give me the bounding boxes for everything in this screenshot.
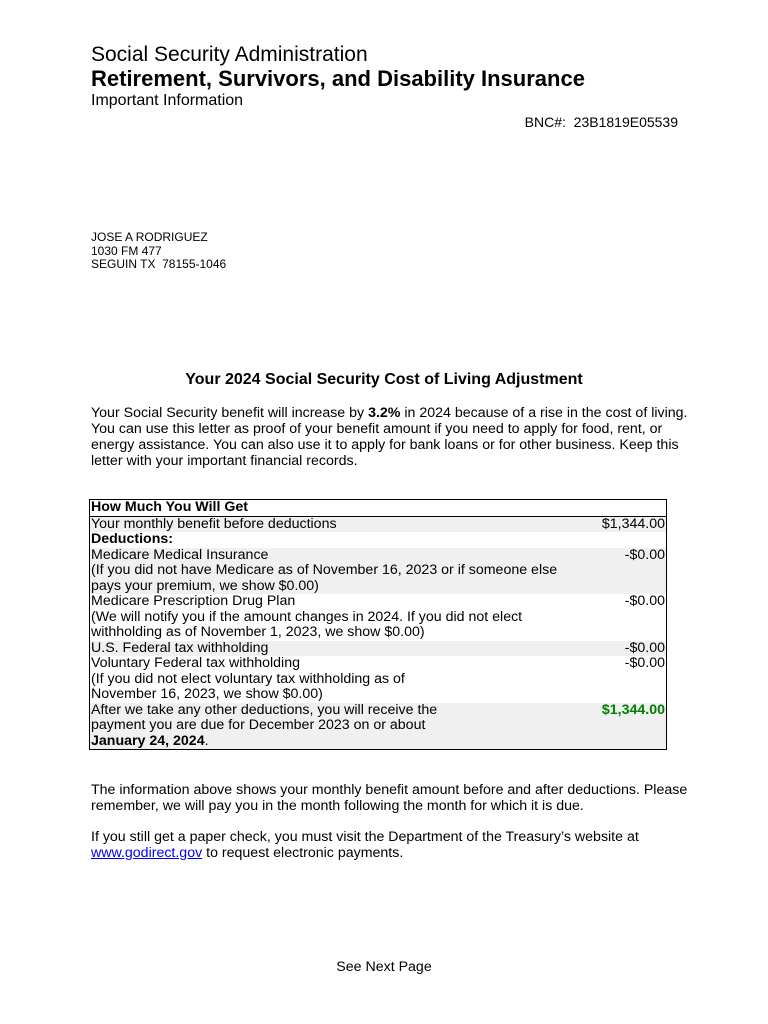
letter-heading: Your 2024 Social Security Cost of Living Adjustment [185,371,583,388]
address-city: SEGUIN TX 78155-1046 [91,257,227,271]
drug-plan-cell [90,594,575,641]
medicare-amount: -$0.00 [574,548,667,595]
table-title: How Much You Will Get [90,500,667,517]
table-row-deductions [90,532,667,548]
final-payment-cell [90,703,575,750]
table-row-medicare [90,548,667,595]
payment-date: January 24, 2024 [91,732,205,749]
mailing-address [91,231,226,272]
federal-tax-label: U.S. Federal tax withholding [90,641,575,657]
final-payment-amount: $1,344.00 [574,703,667,750]
federal-tax-amount: -$0.00 [574,641,667,657]
increase-percent: 3.2% [368,405,401,421]
table-row-federal-tax [90,641,667,657]
info-paragraph-1: The information above shows your monthly benefit amount before and after deductions. Please remember, we will pay you in the month following the month for which it is due. [91,782,688,814]
payment-date-period: . [204,732,209,749]
medicare-label: Medicare Medical Insurance [91,546,269,563]
agency-name: Social Security Administration [91,43,368,66]
important-info-label: Important Information [91,92,244,109]
drug-plan-amount: -$0.00 [624,593,665,609]
voluntary-tax-amount: -$0.00 [624,655,665,671]
monthly-benefit-amount: $1,344.00 [574,516,667,532]
recipient-name: JOSE A RODRIGUEZ [91,230,208,244]
intro-text-end: in 2024 because of a rise in the cost of living. You can use this letter as proof of your benefit amount if you need to apply for food, rent, or energy assistance. You can also use it to apply for bank loans or for other business. Keep this letter with your important financial records. [91,405,688,469]
info-text-start: If you still get a paper check, you must visit the Department of the Treasury’s website at [91,829,639,845]
drug-plan-label: Medicare Prescription Drug Plan [91,593,296,609]
final-payment-text: After we take any other deductions, you will receive the payment you are due for December 2023 on or about [91,701,438,733]
info-text-end: to request electronic payments. [202,845,404,861]
intro-paragraph [91,405,691,469]
drug-plan-note: (We will notify you if the amount changes in 2024. If you did not elect withholding as of November 1, 2023, we show $0.00) [91,608,523,640]
address-street: 1030 FM 477 [91,243,162,258]
medicare-cell [90,548,575,595]
table-row-drug-plan [90,594,667,641]
godirect-link[interactable]: www.godirect.gov [91,845,203,861]
table-header-row [90,500,667,517]
final-payment-date-line [91,734,574,750]
table-row-monthly-benefit [90,516,667,532]
voluntary-tax-note: (If you did not elect voluntary tax withholding as of November 16, 2023, we show $0.00) [91,670,405,702]
table-row-voluntary-tax [90,656,667,703]
bnc-number: BNC#: 23B1819E05539 [524,114,678,130]
see-next-page: See Next Page [336,959,432,975]
voluntary-tax-label: Voluntary Federal tax withholding [91,655,300,671]
deductions-label: Deductions: [91,531,173,547]
table-row-final-payment [90,703,667,750]
monthly-benefit-label: Your monthly benefit before deductions [90,516,575,532]
info-paragraph-2 [91,829,691,861]
voluntary-tax-cell [90,656,575,703]
intro-text-start: Your Social Security benefit will increase by [91,405,369,421]
program-title: Retirement, Survivors, and Disability Insurance [91,66,585,91]
medicare-note: (If you did not have Medicare as of November 16, 2023 or if someone else pays your premium, we show $0.00) [91,562,558,594]
benefit-table [89,499,667,750]
